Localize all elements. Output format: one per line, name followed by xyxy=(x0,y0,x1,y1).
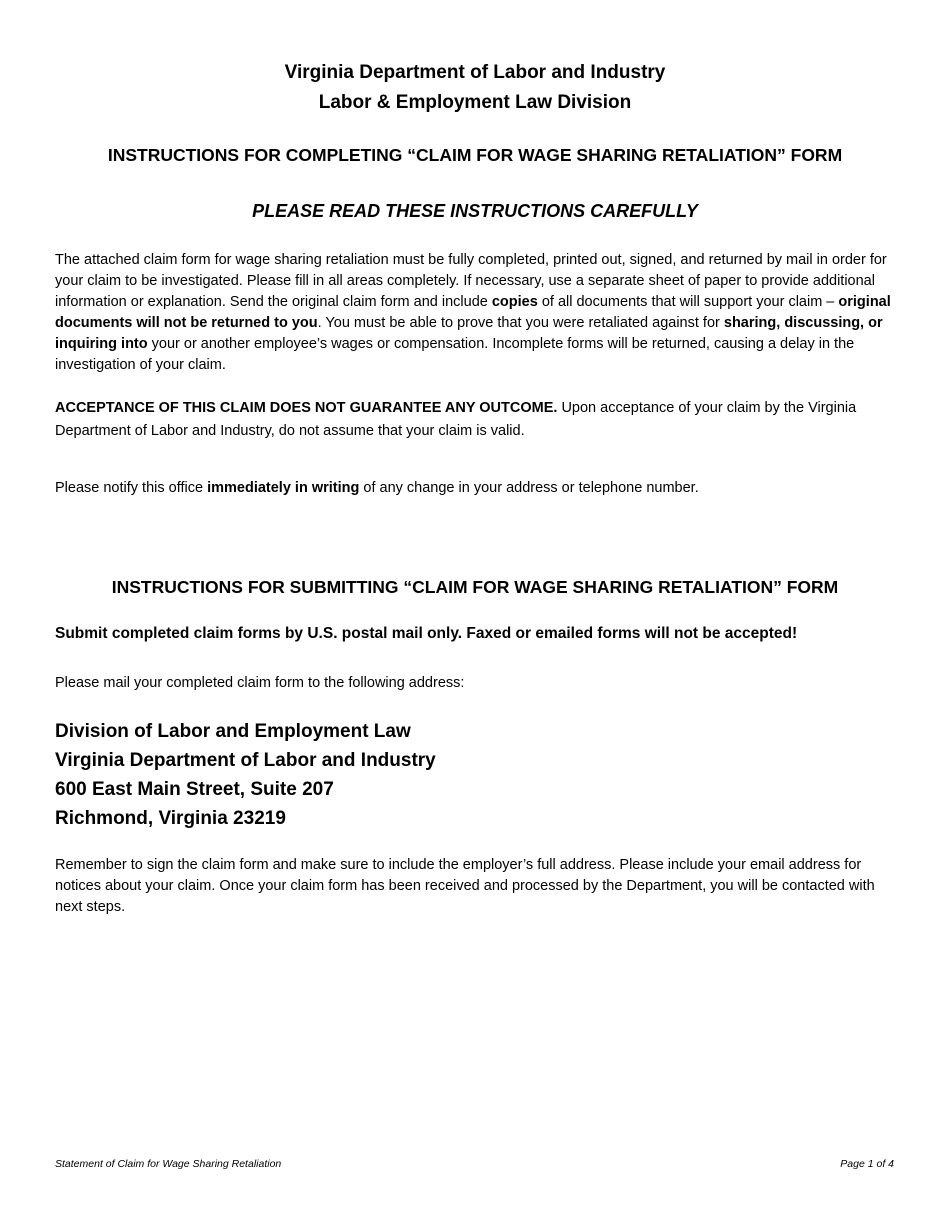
footer-form-title: Statement of Claim for Wage Sharing Retaliation xyxy=(55,1158,282,1170)
completing-instructions-heading: INSTRUCTIONS FOR COMPLETING “CLAIM FOR WAGE SHARING RETALIATION” FORM xyxy=(107,145,843,165)
intro-text-3: . You must be able to prove that you were retaliated against for xyxy=(317,314,724,331)
address-line-4: Richmond, Virginia 23219 xyxy=(55,808,286,829)
address-line-2: Virginia Department of Labor and Industry xyxy=(55,750,436,771)
intro-bold-originals: original documents will not be returned to you xyxy=(55,293,891,331)
address-line-3: 600 East Main Street, Suite 207 xyxy=(55,779,334,800)
division-name: Labor & Employment Law Division xyxy=(318,92,632,113)
footer-page-number: Page 1 of 4 xyxy=(840,1158,894,1170)
agency-header xyxy=(0,58,950,118)
notify-text-1: Please notify this office xyxy=(55,480,208,496)
notify-paragraph xyxy=(55,478,900,499)
intro-paragraph xyxy=(55,250,900,375)
intro-text-2: of all documents that will support your claim – xyxy=(537,293,839,310)
address-line-1: Division of Labor and Employment Law xyxy=(55,721,411,742)
agency-name: Virginia Department of Labor and Industry xyxy=(284,62,666,83)
notify-text-2: of any change in your address or telephone number. xyxy=(359,480,699,496)
intro-text-1: The attached claim form for wage sharing retaliation must be fully completed, printed out, signed, and returned by mail in order for your claim to be investigated. Please fill in all areas completely. If necessary, use a separate sheet of paper to provide additional information or explanation. Send the original claim form and include xyxy=(55,252,887,310)
acceptance-text: Upon acceptance of your claim by the Virginia Department of Labor and Industry, do not assume that your claim is valid. xyxy=(55,400,857,439)
intro-text-4: your or another employee’s wages or compensation. Incomplete forms will be returned, causing a delay in the investigation of your claim. xyxy=(55,335,855,373)
acceptance-bold: ACCEPTANCE OF THIS CLAIM DOES NOT GUARANTEE ANY OUTCOME. xyxy=(55,400,558,416)
read-carefully-subheading: PLEASE READ THESE INSTRUCTIONS CAREFULLY xyxy=(252,201,698,221)
mail-intro: Please mail your completed claim form to the following address: xyxy=(55,675,465,691)
mailing-address xyxy=(55,717,436,833)
acceptance-paragraph xyxy=(55,397,900,443)
intro-bold-copies: copies xyxy=(491,293,538,310)
submitting-instructions-heading: INSTRUCTIONS FOR SUBMITTING “CLAIM FOR WAGE SHARING RETALIATION” FORM xyxy=(111,577,839,597)
intro-bold-sharing: sharing, discussing, or inquiring into xyxy=(55,314,883,352)
notify-bold: immediately in writing xyxy=(207,480,360,496)
postal-only-notice: Submit completed claim forms by U.S. postal mail only. Faxed or emailed forms will not be accepted! xyxy=(55,625,798,642)
reminder-paragraph: Remember to sign the claim form and make sure to include the employer’s full address. Please include your email address for notices about your claim. Once your claim form has been received and processed by the Department, you will be contacted with next steps. xyxy=(55,857,875,915)
